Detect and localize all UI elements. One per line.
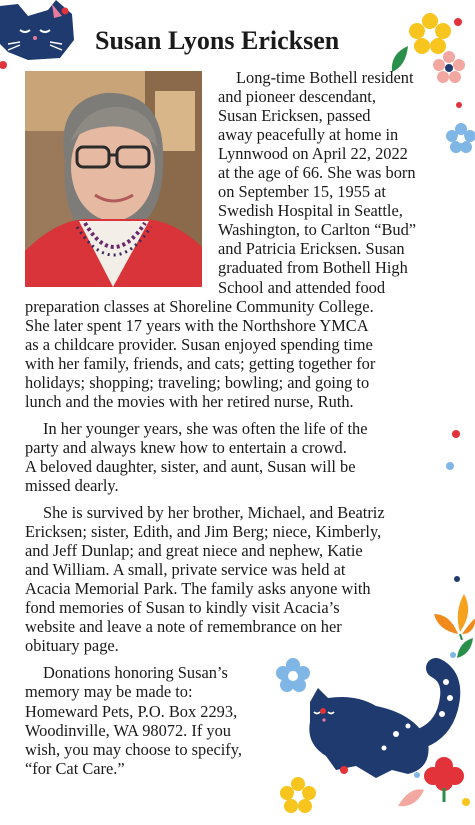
text-line: and William. A small, private service was held at [25, 560, 346, 580]
yellow-flower-icon [278, 776, 318, 816]
dot-icon [452, 16, 464, 28]
orange-flower-icon [428, 590, 475, 640]
text-line: Lynnwood on April 22, 2022 [218, 144, 408, 164]
obituary-title: Susan Lyons Ericksen [95, 26, 340, 55]
text-line: Susan Ericksen, passed [218, 106, 371, 126]
dot-icon [444, 460, 456, 472]
text-line: and pioneer descendant, [218, 87, 376, 107]
text-line: missed dearly. [25, 475, 119, 495]
text-line: away peacefully at home in [218, 125, 399, 145]
text-line: on September 15, 1955 at [218, 182, 386, 202]
blue-flower-icon [446, 122, 475, 154]
text-line: lunch and the movies with her retired nurse, Ruth. [25, 391, 354, 411]
text-line: with her family, friends, and cats; getting together for [25, 353, 376, 373]
text-line: and Patricia Ericksen. Susan [218, 239, 405, 259]
text-line: Homeward Pets, P.O. Box 2293, [25, 701, 238, 721]
dot-icon [0, 60, 8, 70]
obituary-body [25, 68, 435, 778]
dot-icon [60, 6, 70, 16]
text-line: at the age of 66. She was born [218, 163, 416, 183]
dot-icon [454, 100, 464, 110]
text-line: obituary page. [25, 636, 119, 656]
text-line: Ericksen; sister, Edith, and Jim Berg; niece, Kimberly, [25, 522, 382, 542]
text-line: Donations honoring Susan’s [43, 663, 228, 683]
leaf-icon [455, 636, 475, 660]
text-line: as a childcare provider. Susan enjoyed spending time [25, 334, 373, 354]
text-line: fond memories of Susan to kindly visit Acacia’s [25, 598, 340, 618]
text-line: Long-time Bothell resident [236, 68, 414, 87]
text-line: party and always knew how to entertain a crowd. [25, 437, 347, 457]
text-line: preparation classes at Shoreline Community College. [25, 296, 374, 316]
text-line: School and attended food [218, 277, 386, 297]
text-line: Washington, to Carlton “Bud” [218, 220, 417, 240]
text-line: She is survived by her brother, Michael, and Beatriz [43, 503, 385, 523]
text-line: Woodinville, WA 98072. If you [25, 720, 231, 740]
dot-icon [460, 796, 472, 808]
text-line: and Jeff Dunlap; and great niece and nephew, Katie [25, 541, 363, 561]
text-line: In her younger years, she was often the life of the [43, 418, 368, 438]
text-line: memory may be made to: [25, 682, 193, 702]
dot-icon [452, 574, 462, 584]
text-line: Swedish Hospital in Seattle, [218, 201, 403, 221]
text-line: She later spent 17 years with the Northshore YMCA [25, 315, 369, 335]
text-line: wish, you may choose to specify, [25, 739, 242, 759]
dot-icon [450, 428, 462, 440]
text-line: “for Cat Care.” [25, 758, 125, 778]
text-line: Acacia Memorial Park. The family asks anyone with [25, 579, 371, 599]
pink-leaf-icon [396, 786, 426, 810]
pink-flower-icon [432, 50, 466, 84]
text-line: website and leave a note of remembrance on her [25, 617, 342, 637]
text-line: A beloved daughter, sister, and aunt, Susan will be [25, 456, 356, 476]
text-line: graduated from Bothell High [218, 258, 408, 278]
text-line: holidays; shopping; traveling; bowling; and going to [25, 372, 370, 392]
